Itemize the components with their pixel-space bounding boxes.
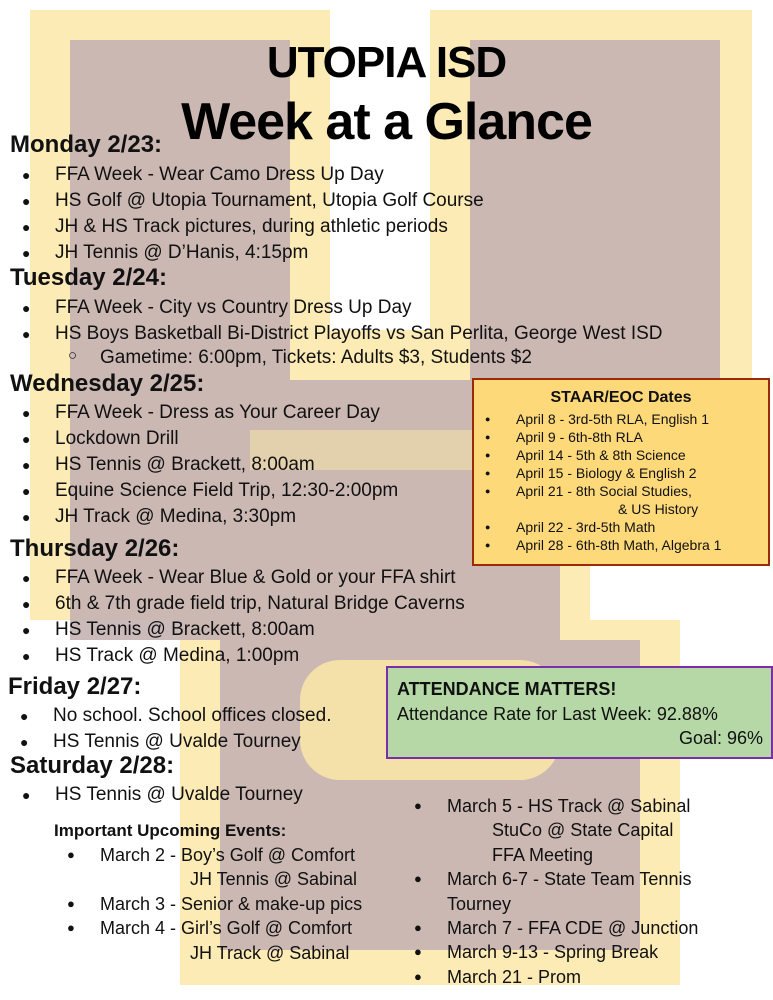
list-item: JH Track @ Sabinal: [190, 942, 350, 963]
list-item: ● April 15 - Biology & English 2: [516, 464, 721, 482]
list-item: JH Tennis @ Sabinal: [190, 869, 358, 890]
list-item: ● March 2 - Boy’s Golf @ Comfort: [100, 843, 362, 867]
list-item: ● HS Golf @ Utopia Tournament, Utopia Golf Course: [55, 188, 484, 214]
attendance-goal: Goal: 96%: [678, 728, 763, 748]
list-item: ● HS Boys Basketball Bi-District Playoffs vs San Perlita, George West ISD: [55, 321, 663, 347]
list-item: Tourney: [447, 893, 512, 914]
tuesday-list: [55, 295, 663, 347]
list-item: ● HS Tennis @ Brackett, 8:00am: [55, 452, 398, 478]
thursday-list: [55, 565, 465, 669]
list-item: ● April 8 - 3rd-5th RLA, English 1: [516, 410, 721, 428]
tuesday-subitem: ○ Gametime: 6:00pm, Tickets: Adults $3, Students $2: [100, 347, 532, 369]
page-title: UTOPIA ISD: [266, 38, 507, 87]
list-item: ● March 6-7 - State Team Tennis: [447, 867, 698, 891]
list-item: ● March 4 - Girl’s Golf @ Comfort: [100, 916, 362, 940]
events-right-list: [447, 794, 698, 989]
list-item: ● March 21 - Prom: [447, 965, 698, 989]
list-item: ● Equine Science Field Trip, 12:30-2:00pm: [55, 478, 398, 504]
list-item: ● No school. School offices closed.: [53, 703, 331, 729]
list-item: ● March 7 - FFA CDE @ Junction: [447, 916, 698, 940]
list-item: FFA Meeting: [492, 844, 594, 865]
list-item: ● March 3 - Senior & make-up pics: [100, 892, 362, 916]
list-item: ● April 22 - 3rd-5th Math: [516, 518, 721, 536]
saturday-list: [55, 782, 303, 808]
staar-list: [516, 410, 721, 554]
list-item: ● HS Tennis @ Brackett, 8:00am: [55, 617, 465, 643]
day-heading-monday: Monday 2/23:: [10, 131, 163, 158]
attendance-box: [386, 666, 773, 759]
list-item: StuCo @ State Capital: [492, 820, 674, 841]
list-item: ● April 9 - 6th-8th RLA: [516, 428, 721, 446]
list-item: ● March 9-13 - Spring Break: [447, 940, 698, 964]
day-heading-saturday: Saturday 2/28:: [10, 752, 175, 779]
list-item: ● JH Track @ Medina, 3:30pm: [55, 504, 398, 530]
attendance-title: ATTENDANCE MATTERS!: [397, 679, 617, 699]
list-item: ● FFA Week - Wear Camo Dress Up Day: [55, 162, 484, 188]
list-item: ● JH Tennis @ D’Hanis, 4:15pm: [55, 240, 484, 266]
list-item: ● FFA Week - City vs Country Dress Up Day: [55, 295, 663, 321]
list-item: ● HS Tennis @ Uvalde Tourney: [53, 729, 331, 755]
page-subtitle: Week at a Glance: [181, 93, 592, 151]
monday-list: [55, 162, 484, 266]
list-item: ● Lockdown Drill: [55, 426, 398, 452]
list-item: ● JH & HS Track pictures, during athletic periods: [55, 214, 484, 240]
events-left-list: [100, 843, 362, 965]
day-heading-thursday: Thursday 2/26:: [10, 535, 180, 562]
day-heading-friday: Friday 2/27:: [8, 673, 142, 700]
day-heading-wednesday: Wednesday 2/25:: [10, 370, 205, 397]
list-item: ● 6th & 7th grade field trip, Natural Bridge Caverns: [55, 591, 465, 617]
list-item: ● April 14 - 5th & 8th Science: [516, 446, 721, 464]
list-item: ● HS Track @ Medina, 1:00pm: [55, 643, 465, 669]
friday-list: [53, 703, 331, 755]
list-item: ● April 21 - 8th Social Studies,: [516, 482, 721, 500]
events-heading: Important Upcoming Events:: [54, 821, 287, 840]
list-item: ● HS Tennis @ Uvalde Tourney: [55, 782, 303, 808]
list-item: & US History: [618, 501, 699, 517]
list-item: ● April 28 - 6th-8th Math, Algebra 1: [516, 536, 721, 554]
list-item: ● March 5 - HS Track @ Sabinal: [447, 794, 698, 818]
staar-title: STAAR/EOC Dates: [550, 389, 692, 406]
list-item: ● FFA Week - Dress as Your Career Day: [55, 400, 398, 426]
attendance-rate: Attendance Rate for Last Week: 92.88%: [397, 704, 718, 724]
staar-dates-box: [472, 378, 770, 566]
list-item: ● FFA Week - Wear Blue & Gold or your FFA shirt: [55, 565, 465, 591]
day-heading-tuesday: Tuesday 2/24:: [10, 264, 167, 291]
wednesday-list: [55, 400, 398, 530]
